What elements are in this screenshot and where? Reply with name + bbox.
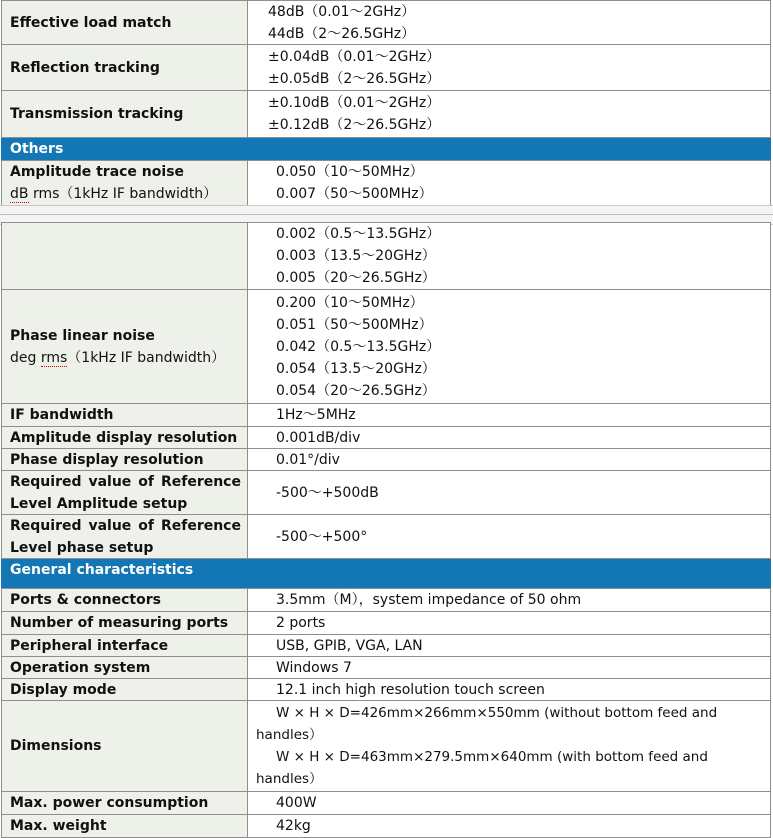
row-label: Transmission tracking bbox=[1, 90, 248, 138]
value-line: 0.003（13.5～20GHz） bbox=[276, 248, 436, 264]
row-value bbox=[248, 426, 771, 449]
section-header-others: Others bbox=[1, 138, 771, 160]
label-line: Level phase setup bbox=[10, 539, 154, 556]
table-row bbox=[1, 44, 771, 91]
row-label: Peripheral interface bbox=[1, 634, 248, 657]
value-line: 44dB（2～26.5GHz） bbox=[268, 25, 416, 42]
value-line: USB, GPIB, VGA, LAN bbox=[276, 637, 423, 654]
row-label: Display mode bbox=[1, 678, 248, 701]
value-line: 2 ports bbox=[276, 615, 326, 631]
row-value bbox=[248, 514, 771, 559]
label-part: Reference bbox=[160, 517, 241, 534]
label-line: Phase linear noise bbox=[10, 327, 155, 344]
table-row bbox=[1, 700, 771, 792]
row-label-empty bbox=[1, 222, 248, 290]
label-line bbox=[10, 471, 247, 493]
table-row bbox=[1, 426, 771, 449]
value-line: ±0.04dB（0.01～2GHz） bbox=[268, 48, 441, 65]
label-line: Level Amplitude setup bbox=[10, 495, 188, 512]
value-line: ±0.12dB（2～26.5GHz） bbox=[268, 117, 441, 133]
value-line: 0.051（50～500MHz） bbox=[276, 316, 433, 333]
label-part: rms bbox=[40, 349, 68, 366]
value-line: 0.007（50～500MHz） bbox=[276, 186, 433, 202]
row-label: Max. weight bbox=[1, 814, 248, 838]
table-row bbox=[1, 588, 771, 612]
row-value bbox=[248, 700, 771, 792]
table-row bbox=[1, 160, 771, 206]
row-label: Phase display resolution bbox=[1, 448, 248, 471]
row-value bbox=[248, 289, 771, 404]
row-label: Amplitude display resolution bbox=[1, 426, 248, 449]
label-part: value bbox=[88, 473, 132, 490]
value-line: 0.001dB/div bbox=[276, 429, 361, 446]
row-label: Effective load match bbox=[1, 0, 248, 45]
row-value bbox=[248, 448, 771, 471]
table-row bbox=[1, 634, 771, 657]
row-label bbox=[1, 289, 248, 404]
table-row bbox=[1, 222, 771, 290]
value-line: 0.042（0.5～13.5GHz） bbox=[276, 338, 441, 355]
label-part: deg bbox=[10, 349, 41, 366]
label-part: value bbox=[88, 517, 132, 534]
row-value bbox=[248, 588, 771, 612]
label-part: rms（1kHz IF bandwidth） bbox=[28, 186, 218, 202]
value-line: ±0.10dB（0.01～2GHz） bbox=[268, 95, 441, 111]
value-line: 3.5mm（M），system impedance of 50 ohm bbox=[276, 592, 582, 608]
label-part: Required bbox=[10, 473, 82, 490]
value-line: handles） bbox=[256, 771, 323, 787]
table-row bbox=[1, 514, 771, 559]
table-row bbox=[1, 678, 771, 701]
label-line bbox=[10, 183, 247, 205]
value-line: handles） bbox=[256, 727, 323, 743]
value-line: 0.050（10～50MHz） bbox=[276, 164, 424, 180]
row-label bbox=[1, 514, 248, 559]
row-value bbox=[248, 90, 771, 138]
row-value bbox=[248, 0, 771, 45]
row-value bbox=[248, 814, 771, 838]
value-line: 42kg bbox=[276, 818, 311, 834]
row-label bbox=[1, 470, 248, 515]
row-label: Operation system bbox=[1, 656, 248, 679]
value-line: 12.1 inch high resolution touch screen bbox=[276, 681, 545, 698]
row-label: Max. power consumption bbox=[1, 791, 248, 815]
row-label: Reflection tracking bbox=[1, 44, 248, 91]
value-line: 0.054（20～26.5GHz） bbox=[276, 382, 436, 399]
value-line: -500～+500° bbox=[276, 528, 368, 545]
row-label: IF bandwidth bbox=[1, 403, 248, 427]
row-value bbox=[248, 44, 771, 91]
table-row bbox=[1, 656, 771, 679]
value-line: 1Hz～5MHz bbox=[276, 407, 356, 423]
row-value bbox=[248, 611, 771, 635]
row-value bbox=[248, 403, 771, 427]
value-line: 0.054（13.5～20GHz） bbox=[276, 360, 436, 377]
value-line: 0.002（0.5～13.5GHz） bbox=[276, 226, 441, 242]
row-label: Number of measuring ports bbox=[1, 611, 248, 635]
value-line: W × H × D=426mm×266mm×550mm (without bottom feed and bbox=[276, 705, 718, 721]
row-value bbox=[248, 678, 771, 701]
row-value bbox=[248, 222, 771, 290]
table-row bbox=[1, 289, 771, 404]
row-value bbox=[248, 791, 771, 815]
label-line: Amplitude trace noise bbox=[10, 164, 185, 180]
label-part: of bbox=[138, 517, 154, 534]
row-value bbox=[248, 470, 771, 515]
table-row bbox=[1, 0, 771, 45]
value-line: -500～+500dB bbox=[276, 484, 379, 501]
table-row bbox=[1, 611, 771, 635]
section-header-general: General characteristics bbox=[1, 559, 771, 588]
value-line: 400W bbox=[276, 795, 317, 811]
label-line bbox=[10, 515, 247, 537]
label-part: of bbox=[138, 473, 154, 490]
label-part: Reference bbox=[160, 473, 241, 490]
value-line: W × H × D=463mm×279.5mm×640mm (with bottom feed and bbox=[276, 749, 708, 765]
value-line: 0.01°/div bbox=[276, 451, 340, 468]
table-row bbox=[1, 403, 771, 427]
value-line: 0.005（20～26.5GHz） bbox=[276, 270, 436, 286]
label-part: Required bbox=[10, 517, 82, 534]
table-row bbox=[1, 90, 771, 138]
label-part: dB bbox=[10, 186, 29, 202]
table-row bbox=[1, 448, 771, 471]
value-line: Windows 7 bbox=[276, 659, 352, 676]
value-line: 48dB（0.01～2GHz） bbox=[268, 3, 416, 20]
row-label: Dimensions bbox=[1, 700, 248, 792]
row-value bbox=[248, 160, 771, 206]
value-line: 0.200（10～50MHz） bbox=[276, 294, 424, 311]
row-value bbox=[248, 656, 771, 679]
table-row bbox=[1, 470, 771, 515]
row-label: Ports & connectors bbox=[1, 588, 248, 612]
row-label bbox=[1, 160, 248, 206]
table-row bbox=[1, 814, 771, 838]
row-value bbox=[248, 634, 771, 657]
label-part: （1kHz IF bandwidth） bbox=[67, 349, 226, 366]
value-line: ±0.05dB（2～26.5GHz） bbox=[268, 70, 441, 87]
table-row bbox=[1, 791, 771, 815]
label-line bbox=[10, 347, 247, 369]
